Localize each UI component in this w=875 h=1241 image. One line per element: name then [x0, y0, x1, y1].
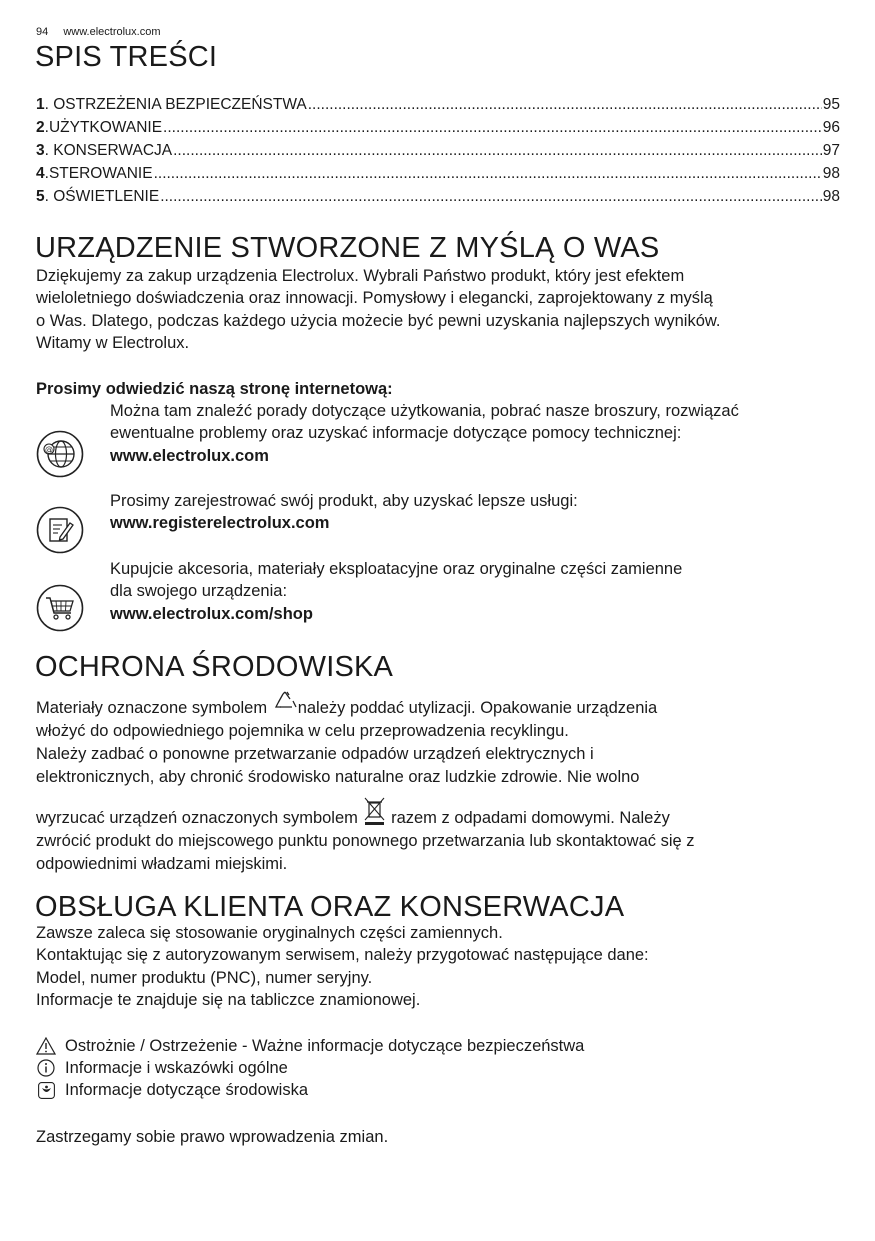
visit-heading: Prosimy odwiedzić naszą stronę internetową: — [36, 380, 393, 398]
toc-item[interactable]: 4 . STEROWANIE ..... 98 — [36, 165, 840, 188]
info-icon — [37, 1059, 55, 1077]
toc-page: 97 — [822, 142, 840, 159]
toc-title: SPIS TREŚCI — [35, 41, 218, 73]
page-number: 94 — [36, 26, 49, 38]
crossed-bin-icon — [362, 796, 386, 826]
intro-title: URZĄDZENIE STWORZONE Z MYŚLĄ O WAS — [35, 232, 660, 264]
shop-link[interactable]: www.electrolux.com/shop — [110, 604, 313, 623]
register-link[interactable]: www.registerelectrolux.com — [110, 514, 330, 533]
toc-dots — [173, 142, 822, 160]
toc-page: 98 — [822, 165, 840, 182]
toc-page: 96 — [822, 119, 840, 136]
warning-triangle-icon — [36, 1037, 56, 1055]
legend-item: Informacje dotyczące środowiska — [36, 1079, 584, 1101]
svg-text:@: @ — [45, 445, 53, 454]
toc-dots — [154, 165, 822, 183]
toc-item[interactable]: 1 . OSTRZEŻENIA BEZPIECZEŃSTWA ..... 95 — [36, 96, 840, 119]
legend-item: Informacje i wskazówki ogólne — [36, 1057, 584, 1079]
page-header — [36, 26, 173, 38]
toc-dots — [160, 188, 822, 206]
service-text: Zawsze zaleca się stosowanie oryginalnych części zamiennych. Kontaktując się z autoryzowanym serwisem, należy przygotować następujące dane: Model, numer produktu (PNC), numer seryjny. Informacje te znajduje się na tabliczce znamionowej. — [36, 924, 649, 1009]
environment-text-2: wyrzucać urządzeń oznaczonych symbolem razem z odpadami domowymi. Należy zwrócić produkt do miejscowego punktu ponownego przetwarzania lub skontaktować się z odpowiednimi władzami miejskimi. — [36, 796, 695, 876]
visit-block-support: Można tam znaleźć porady dotyczące użytkowania, pobrać nasze broszury, rozwiązać ewentualne problemy oraz uzyskać informacje dotyczące pomocy technicznej: www.electrolux.com — [110, 400, 739, 467]
register-form-icon — [36, 506, 84, 554]
globe-at-icon — [36, 430, 84, 478]
legend-item: Ostrożnie / Ostrzeżenie - Ważne informacje dotyczące bezpieczeństwa — [36, 1035, 584, 1057]
environment-leaf-icon — [38, 1082, 55, 1099]
toc-dots — [308, 96, 822, 114]
visit-block-register: Prosimy zarejestrować swój produkt, aby uzyskać lepsze usługi: www.registerelectrolux.com — [110, 490, 578, 535]
toc-item[interactable]: 3 . KONSERWACJA ..... 97 — [36, 142, 840, 165]
toc-item[interactable]: 5 . OŚWIETLENIE ..... 98 — [36, 188, 840, 211]
symbol-legend — [36, 1035, 584, 1101]
shopping-cart-icon — [36, 584, 84, 632]
visit-block-shop: Kupujcie akcesoria, materiały eksploatacyjne oraz oryginalne części zamienne dla swojego urządzenia: www.electrolux.com/shop — [110, 558, 682, 625]
environment-text: Materiały oznaczone symbolem należy poddać utylizacji. Opakowanie urządzenia włożyć do odpowiedniego pojemnika w celu przeprowadzenia recyklingu. Należy zadbać o ponowne przetwarzanie odpadów urządzeń elektrycznych i elektronicznych, aby chronić środowisko naturalne oraz ludzkie zdrowie. Nie wolno — [36, 690, 657, 789]
table-of-contents — [36, 96, 840, 211]
environment-title: OCHRONA ŚRODOWISKA — [35, 651, 394, 683]
service-title: OBSŁUGA KLIENTA ORAZ KONSERWACJA — [35, 891, 625, 923]
toc-page: 95 — [822, 96, 840, 113]
electrolux-link[interactable]: www.electrolux.com — [110, 446, 269, 465]
toc-item[interactable]: 2 . UŻYTKOWANIE ..... 96 — [36, 119, 840, 142]
header-website[interactable]: www.electrolux.com — [63, 26, 161, 38]
footer-note: Zastrzegamy sobie prawo wprowadzenia zmian. — [36, 1128, 389, 1146]
recycle-icon — [274, 690, 300, 712]
toc-dots — [163, 119, 822, 137]
toc-page: 98 — [822, 188, 840, 205]
intro-text: Dziękujemy za zakup urządzenia Electrolux. Wybrali Państwo produkt, który jest efektem wieloletniego doświadczenia oraz innowacji. Pomysłowy i elegancki, zaprojektowany z myślą o Was. Dlatego, podczas każdego użycia możecie być pewni uzyskania najlepszych wyników. Witamy w Electrolux. — [36, 267, 721, 352]
